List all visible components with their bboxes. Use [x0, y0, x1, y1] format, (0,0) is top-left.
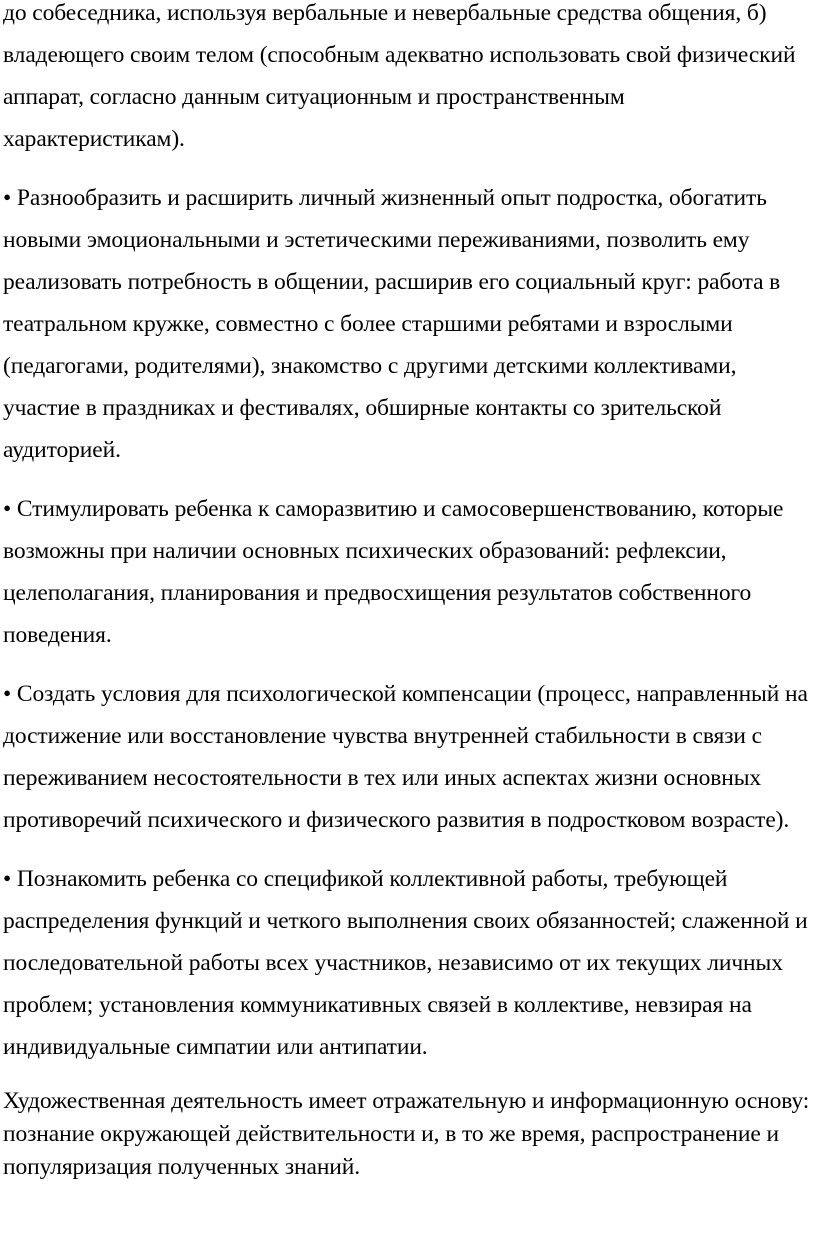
paragraph-bullet-life-experience: • Разнообразить и расширить личный жизненный опыт подростка, обогатить новыми эмоциональными и эстетическими переживаниями, позволить ему реализовать потребность в общении, расширив его социальный круг: работа в театральном кружке, совместно с более старшими ребятами и взрослыми (педагогами, родителями), знакомство с другими детскими коллективами, участие в праздниках и фестивалях, обширные контакты со зрительской аудиторией.: [3, 185, 781, 463]
paragraph-intro-continuation: до собеседника, используя вербальные и невербальные средства общения, б) владеющего своим телом (способным адекватно использовать свой физический аппарат, согласно данным ситуационным и пространственным характеристикам).: [3, 0, 796, 152]
paragraph-bullet-collective-work: • Познакомить ребенка со спецификой коллективной работы, требующей распределения функций и четкого выполнения своих обязанностей; слаженной и последовательной работы всех участников, независимо от их текущих личных проблем; установления коммуникативных связей в коллективе, невзирая на индивидуальные симпатии или антипатии.: [3, 866, 808, 1060]
paragraph-bullet-compensation: • Создать условия для психологической компенсации (процесс, направленный на достижение или восстановление чувства внутренней стабильности в связи с переживанием несостоятельности в тех или иных аспектах жизни основных противоречий психического и физического развития в подростковом возрасте).: [3, 681, 808, 833]
paragraph-bullet-self-development: • Стимулировать ребенка к саморазвитию и самосовершенствованию, которые возможны при наличии основных психических образований: рефлексии, целеполагания, планирования и предвосхищения результатов собственного поведения.: [3, 496, 784, 648]
paragraph-art-activity: Художественная деятельность имеет отражательную и информационную основу: познание окружающей действительности и, в то же время, распространение и популяризация полученных знаний.: [3, 1088, 810, 1180]
